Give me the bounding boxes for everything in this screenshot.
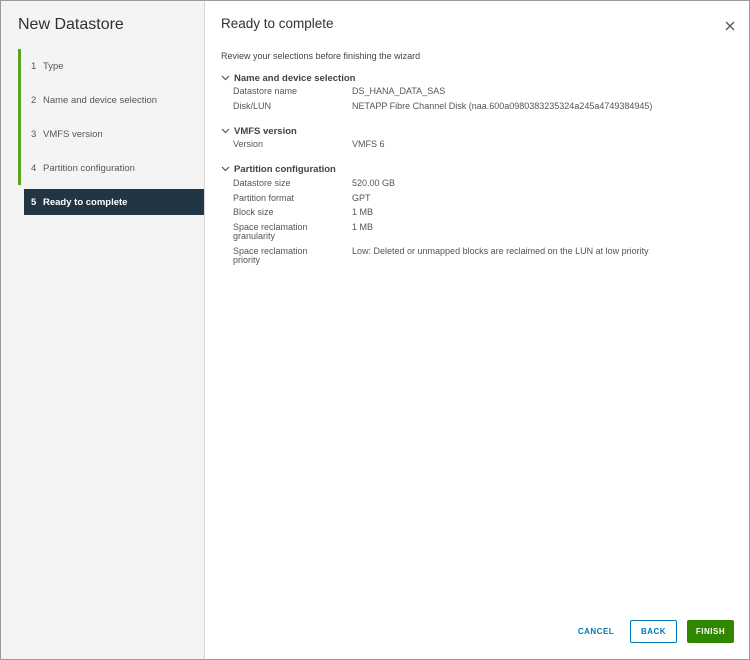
step-number: 1 (31, 60, 37, 72)
section-title: VMFS version (234, 125, 297, 137)
row-value: 1 MB (352, 221, 374, 232)
step-number: 3 (31, 128, 37, 140)
section-name-and-device (221, 71, 721, 111)
summary-row (221, 223, 731, 242)
summary-row (221, 208, 731, 218)
section-partition-configuration (221, 162, 731, 266)
chevron-down-icon (221, 164, 234, 175)
row-label: Datastore size (233, 178, 291, 188)
back-button[interactable]: BACK (630, 620, 677, 643)
section-title: Partition configuration (234, 163, 336, 175)
step-number: 4 (31, 162, 37, 174)
row-label: Block size (233, 207, 274, 217)
row-label: Space reclamation priority (233, 245, 308, 265)
page-title: Ready to complete (221, 16, 334, 31)
step-number: 5 (31, 196, 37, 208)
row-label: Datastore name (233, 86, 298, 96)
section-header[interactable] (221, 71, 721, 85)
section-header[interactable] (221, 124, 721, 138)
wizard-nav (1, 1, 205, 659)
step-label: Name and device selection (43, 94, 158, 106)
row-value: Low: Deleted or unmapped blocks are reclaimed on the LUN at low priority (352, 245, 649, 256)
row-value: NETAPP Fibre Channel Disk (naa.600a0980383235324a245a4749384945) (352, 100, 653, 111)
summary-row (221, 179, 731, 189)
main-panel (205, 1, 749, 659)
step-type[interactable] (18, 49, 204, 83)
section-title: Name and device selection (234, 72, 356, 84)
intro-text: Review your selections before finishing the wizard (221, 51, 421, 61)
summary-row (221, 194, 731, 204)
step-vmfs-version[interactable] (18, 117, 204, 151)
row-value: 520.00 GB (352, 178, 396, 188)
section-vmfs-version (221, 124, 721, 150)
section-header[interactable] (221, 162, 731, 176)
row-value: VMFS 6 (352, 139, 385, 149)
summary-row (221, 247, 731, 266)
step-label: Type (43, 60, 64, 72)
step-label: Ready to complete (43, 196, 128, 208)
step-ready-to-complete[interactable] (24, 189, 204, 215)
step-number: 2 (31, 94, 37, 106)
close-icon[interactable] (723, 19, 737, 33)
row-value: DS_HANA_DATA_SAS (352, 86, 446, 96)
step-name-and-device[interactable] (18, 83, 204, 117)
finish-button[interactable]: FINISH (687, 620, 734, 643)
step-label: VMFS version (43, 128, 103, 140)
summary-row (221, 102, 721, 112)
row-value: 1 MB (352, 207, 374, 217)
chevron-down-icon (221, 126, 234, 137)
row-label: Space reclamation granularity (233, 221, 308, 241)
wizard-steps (18, 49, 204, 215)
summary-row (221, 87, 721, 97)
chevron-down-icon (221, 73, 234, 84)
summary-row (221, 140, 721, 150)
step-partition-configuration[interactable] (18, 151, 204, 185)
row-value: GPT (352, 192, 371, 203)
cancel-button[interactable]: CANCEL (577, 627, 615, 636)
step-label: Partition configuration (43, 162, 135, 174)
row-label: Version (233, 139, 264, 149)
row-label: Partition format (233, 192, 295, 203)
row-label: Disk/LUN (233, 100, 272, 111)
wizard-title: New Datastore (18, 16, 124, 33)
